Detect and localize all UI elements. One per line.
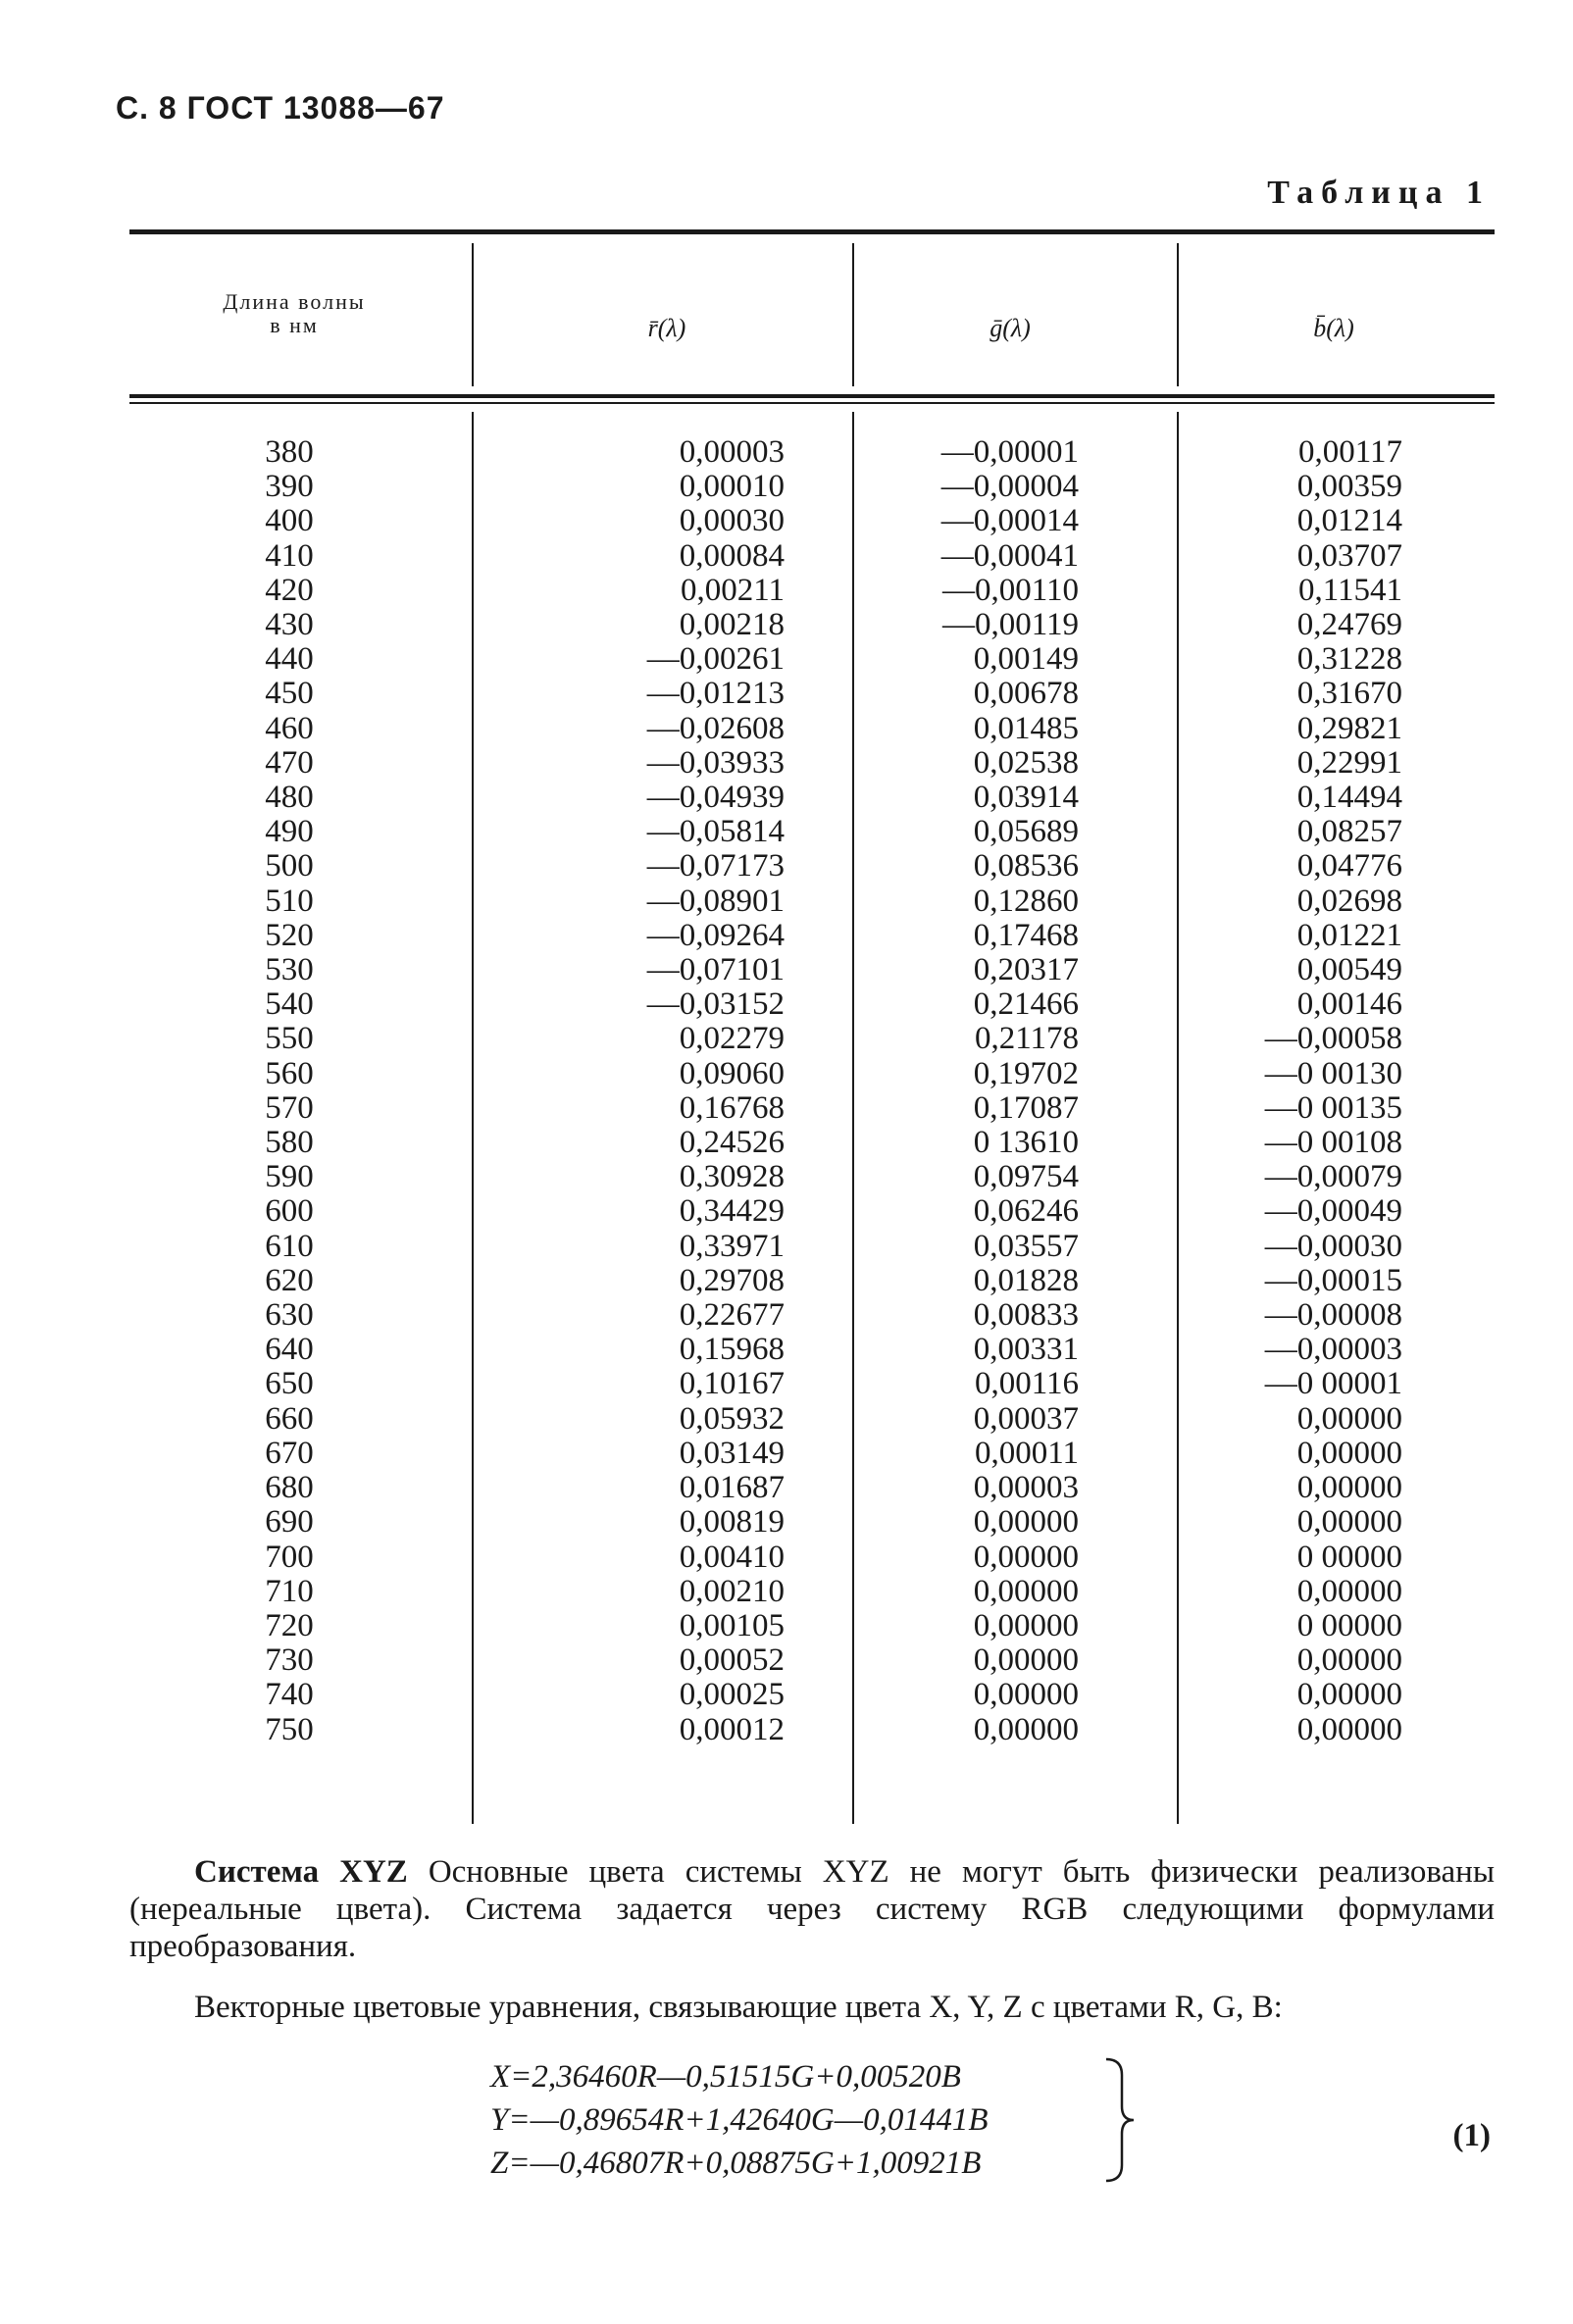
b-column: [1206, 435, 1402, 1747]
b-cell: 0,14494: [1296, 780, 1402, 816]
b-cell: 0,22991: [1296, 744, 1402, 781]
g-cell: 0,12860: [973, 883, 1079, 919]
g-cell: —0,00110: [941, 572, 1079, 608]
b-cell: —0,00049: [1264, 1193, 1402, 1230]
r-cell: 0,00218: [679, 607, 785, 643]
wavelength-cell: 690: [265, 1504, 314, 1541]
r-cell: —0,05814: [646, 814, 785, 850]
wavelength-cell: 410: [265, 537, 314, 574]
b-cell: —0,00079: [1264, 1159, 1402, 1195]
b-cell: 0,00000: [1296, 1573, 1402, 1609]
b-cell: —0,00015: [1264, 1262, 1402, 1298]
g-cell: 0,00000: [973, 1539, 1079, 1575]
wavelength-column: [226, 435, 353, 1747]
table-header-rule-thin: [129, 402, 1495, 404]
formula-block: [490, 2055, 988, 2185]
r-cell: —0,08901: [646, 883, 785, 919]
r-cell: 0,00052: [679, 1642, 785, 1679]
g-cell: 0,03914: [973, 780, 1079, 816]
r-cell: 0,00211: [680, 572, 785, 608]
wavelength-cell: 470: [265, 744, 314, 781]
wavelength-cell: 700: [265, 1539, 314, 1575]
b-cell: 0,00000: [1296, 1400, 1402, 1437]
g-cell: 0,00000: [973, 1573, 1079, 1609]
r-cell: 0,30928: [679, 1159, 785, 1195]
wavelength-cell: 630: [265, 1297, 314, 1334]
r-cell: —0,02608: [646, 710, 785, 746]
g-cell: —0,00041: [940, 537, 1079, 574]
b-cell: 0,01214: [1296, 503, 1402, 539]
g-cell: 0,21178: [974, 1021, 1079, 1057]
column-header-wavelength: [157, 290, 431, 337]
b-cell: 0,31670: [1296, 676, 1402, 712]
g-cell: 0,00000: [973, 1677, 1079, 1713]
r-cell: 0,10167: [679, 1366, 785, 1402]
wavelength-cell: 380: [265, 434, 314, 470]
wavelength-cell: 670: [265, 1435, 314, 1471]
wavelength-cell: 710: [265, 1573, 314, 1609]
g-cell: 0,08536: [973, 848, 1079, 884]
r-cell: 0,34429: [679, 1193, 785, 1230]
page-header: С. 8 ГОСТ 13088—67: [116, 90, 445, 126]
b-cell: 0 00000: [1296, 1607, 1402, 1643]
g-column: [883, 435, 1079, 1747]
wavelength-cell: 430: [265, 607, 314, 643]
wavelength-cell: 540: [265, 986, 314, 1023]
r-column: [549, 435, 785, 1747]
g-cell: 0,17468: [973, 917, 1079, 953]
paragraph-xyz-lead: Система XYZ: [194, 1854, 408, 1890]
r-cell: 0,16768: [679, 1089, 785, 1126]
r-cell: 0,02279: [679, 1021, 785, 1057]
b-cell: 0,00146: [1296, 986, 1402, 1023]
g-cell: 0,00833: [973, 1297, 1079, 1334]
b-cell: 0,11541: [1297, 572, 1402, 608]
wavelength-cell: 620: [265, 1262, 314, 1298]
g-cell: 0,00037: [973, 1400, 1079, 1437]
right-brace: [1102, 2055, 1136, 2185]
b-cell: —0,00008: [1264, 1297, 1402, 1334]
b-cell: 0,00549: [1296, 952, 1402, 988]
table-top-rule: [129, 229, 1495, 234]
r-cell: 0,24526: [679, 1125, 785, 1161]
b-cell: —0 00001: [1264, 1366, 1402, 1402]
column-separator: [472, 412, 474, 1824]
b-cell: 0,00000: [1296, 1642, 1402, 1679]
wavelength-cell: 450: [265, 676, 314, 712]
b-cell: 0,00117: [1297, 434, 1402, 470]
g-cell: 0,21466: [973, 986, 1079, 1023]
wavelength-cell: 390: [265, 469, 314, 505]
g-cell: —0,00119: [941, 607, 1079, 643]
wavelength-header-line2: в нм: [270, 313, 319, 337]
g-cell: —0,00014: [940, 503, 1079, 539]
g-cell: 0 13610: [973, 1125, 1079, 1161]
formula-y: Y=—0,89654R+1,42640G—0,01441B: [490, 2102, 989, 2138]
wavelength-cell: 570: [265, 1089, 314, 1126]
b-cell: 0,00359: [1296, 469, 1402, 505]
b-cell: —0 00108: [1264, 1125, 1402, 1161]
b-cell: 0,00000: [1296, 1677, 1402, 1713]
g-cell: 0,19702: [973, 1055, 1079, 1091]
equation-number: (1): [1452, 2118, 1491, 2153]
r-cell: 0,00025: [679, 1677, 785, 1713]
b-cell: 0,08257: [1296, 814, 1402, 850]
wavelength-cell: 580: [265, 1125, 314, 1161]
g-cell: 0,00331: [973, 1332, 1079, 1368]
wavelength-cell: 400: [265, 503, 314, 539]
wavelength-cell: 520: [265, 917, 314, 953]
b-cell: —0 00135: [1264, 1089, 1402, 1126]
r-cell: —0,00261: [646, 641, 785, 678]
wavelength-cell: 440: [265, 641, 314, 678]
b-cell: 0,00000: [1296, 1470, 1402, 1506]
wavelength-cell: 490: [265, 814, 314, 850]
g-cell: 0,00011: [974, 1435, 1079, 1471]
r-cell: 0,01687: [679, 1470, 785, 1506]
column-separator: [1177, 243, 1179, 386]
column-header-g: ḡ(λ): [989, 314, 1031, 342]
b-cell: 0,03707: [1296, 537, 1402, 574]
wavelength-cell: 530: [265, 952, 314, 988]
g-cell: 0,06246: [973, 1193, 1079, 1230]
formula-z: Z=—0,46807R+0,08875G+1,00921B: [490, 2146, 982, 2181]
wavelength-cell: 660: [265, 1400, 314, 1437]
b-cell: 0,00000: [1296, 1504, 1402, 1541]
paragraph-xyz: [129, 1853, 1495, 1965]
r-cell: 0,09060: [679, 1055, 785, 1091]
b-cell: —0,00058: [1264, 1021, 1402, 1057]
column-separator: [852, 243, 854, 386]
r-cell: —0,01213: [646, 676, 785, 712]
r-cell: 0,00030: [679, 503, 785, 539]
wavelength-cell: 650: [265, 1366, 314, 1402]
g-cell: 0,00000: [973, 1504, 1079, 1541]
b-cell: 0,31228: [1296, 641, 1402, 678]
r-cell: 0,00003: [679, 434, 785, 470]
wavelength-cell: 460: [265, 710, 314, 746]
r-cell: —0,03152: [646, 986, 785, 1023]
r-cell: 0,00012: [679, 1711, 785, 1747]
wavelength-cell: 550: [265, 1021, 314, 1057]
column-header-r: r̄(λ): [647, 314, 686, 342]
r-cell: 0,00105: [679, 1607, 785, 1643]
r-cell: 0,00819: [679, 1504, 785, 1541]
g-cell: 0,05689: [973, 814, 1079, 850]
g-cell: 0,00678: [973, 676, 1079, 712]
column-separator: [472, 243, 474, 386]
b-cell: —0,00030: [1264, 1228, 1402, 1264]
g-cell: 0,02538: [973, 744, 1079, 781]
b-cell: 0 00000: [1296, 1539, 1402, 1575]
r-cell: 0,29708: [679, 1262, 785, 1298]
wavelength-cell: 750: [265, 1711, 314, 1747]
formula-x: X=2,36460R—0,51515G+0,00520B: [490, 2059, 961, 2095]
wavelength-cell: 500: [265, 848, 314, 884]
table-label: Таблица 1: [1267, 175, 1491, 211]
g-cell: 0,00003: [973, 1470, 1079, 1506]
r-cell: 0,00210: [679, 1573, 785, 1609]
wavelength-cell: 420: [265, 572, 314, 608]
r-cell: —0,07101: [646, 952, 785, 988]
wavelength-cell: 740: [265, 1677, 314, 1713]
r-cell: 0,00010: [679, 469, 785, 505]
r-cell: —0,09264: [646, 917, 785, 953]
g-cell: 0,17087: [973, 1089, 1079, 1126]
wavelength-cell: 590: [265, 1159, 314, 1195]
wavelength-cell: 640: [265, 1332, 314, 1368]
wavelength-cell: 560: [265, 1055, 314, 1091]
b-cell: 0,00000: [1296, 1711, 1402, 1747]
b-cell: 0,00000: [1296, 1435, 1402, 1471]
b-cell: 0,04776: [1296, 848, 1402, 884]
wavelength-cell: 600: [265, 1193, 314, 1230]
r-cell: 0,03149: [679, 1435, 785, 1471]
g-cell: 0,01828: [973, 1262, 1079, 1298]
g-cell: 0,01485: [973, 710, 1079, 746]
wavelength-cell: 510: [265, 883, 314, 919]
b-cell: 0,29821: [1296, 710, 1402, 746]
r-cell: 0,00084: [679, 537, 785, 574]
g-cell: —0,00001: [940, 434, 1079, 470]
g-cell: 0,03557: [973, 1228, 1079, 1264]
table-header-rule: [129, 394, 1495, 398]
g-cell: 0,00000: [973, 1711, 1079, 1747]
r-cell: 0,00410: [679, 1539, 785, 1575]
wavelength-cell: 610: [265, 1228, 314, 1264]
b-cell: —0 00130: [1264, 1055, 1402, 1091]
r-cell: 0,33971: [679, 1228, 785, 1264]
g-cell: 0,00116: [974, 1366, 1079, 1402]
column-separator: [1177, 412, 1179, 1824]
paragraph-xyz-text: Основные цвета системы XYZ не могут быть физически реализованы (нереальные цвета). Система задается через систему RGB следующими формулами преобразования.: [129, 1854, 1495, 1964]
g-cell: —0,00004: [940, 469, 1079, 505]
g-cell: 0,00000: [973, 1607, 1079, 1643]
b-cell: 0,01221: [1296, 917, 1402, 953]
column-separator: [852, 412, 854, 1824]
g-cell: 0,20317: [973, 952, 1079, 988]
b-cell: —0,00003: [1264, 1332, 1402, 1368]
g-cell: 0,09754: [973, 1159, 1079, 1195]
r-cell: —0,03933: [646, 744, 785, 781]
g-cell: 0,00000: [973, 1642, 1079, 1679]
b-cell: 0,02698: [1296, 883, 1402, 919]
wavelength-cell: 720: [265, 1607, 314, 1643]
r-cell: 0,15968: [679, 1332, 785, 1368]
wavelength-cell: 730: [265, 1642, 314, 1679]
g-cell: 0,00149: [973, 641, 1079, 678]
wavelength-header-line1: Длина волны: [223, 289, 366, 314]
r-cell: 0,22677: [679, 1297, 785, 1334]
r-cell: —0,04939: [646, 780, 785, 816]
column-header-b: b̄(λ): [1313, 314, 1354, 342]
r-cell: 0,05932: [679, 1400, 785, 1437]
wavelength-cell: 480: [265, 780, 314, 816]
b-cell: 0,24769: [1296, 607, 1402, 643]
r-cell: —0,07173: [646, 848, 785, 884]
paragraph-vector-equations: Векторные цветовые уравнения, связывающие цвета X, Y, Z с цветами R, G, B:: [194, 1990, 1283, 2025]
wavelength-cell: 680: [265, 1470, 314, 1506]
